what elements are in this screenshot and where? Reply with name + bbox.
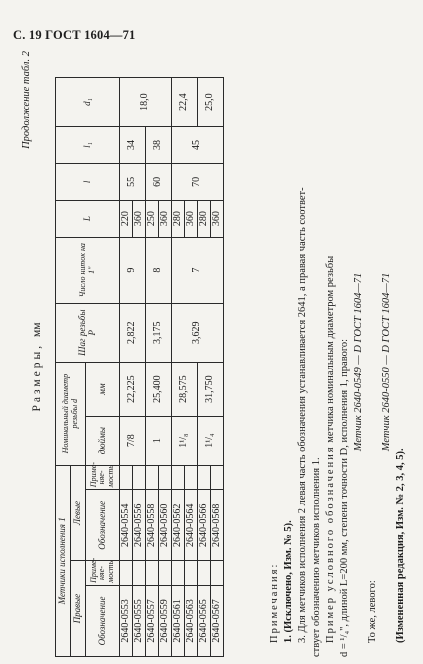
cell-designation-right: 2640-0557 [146, 585, 159, 656]
header-l1: l₁ [56, 127, 120, 164]
cell-pitch: 3,629 [172, 303, 224, 362]
header-inches: дюймы [86, 416, 120, 465]
dimensions-table [55, 77, 224, 657]
header-designation-right: Обозначение [86, 585, 120, 656]
rotated-content [15, 37, 415, 657]
cell-designation-left: 2640-0556 [133, 490, 146, 561]
example-label: Пример условного обозначения [325, 445, 336, 643]
example-designation-left: Метчик 2640-0550 — D ГОСТ 1604—71 [381, 272, 392, 452]
cell-designation-left: 2640-0558 [146, 490, 159, 561]
table-continuation-label: Продолжение табл. 2 [21, 51, 32, 149]
cell-d1: 25,0 [198, 78, 224, 127]
header-right: Правые [71, 561, 86, 657]
header-threads-per-inch: Число ниток на 1" [56, 237, 120, 303]
edit-note: (Измененная редакция, Изм. № 2, 3, 4, 5). [395, 448, 406, 643]
example-line [324, 67, 338, 657]
cell-diam-inches: 1¹/₄ [198, 416, 224, 465]
cell-pitch: 3,175 [146, 303, 172, 362]
header-mm: мм [86, 362, 120, 416]
cell-designation-right: 2640-0567 [211, 585, 224, 656]
cell-threads: 9 [120, 237, 146, 303]
cell-L: 280 [198, 200, 211, 237]
cell-designation-left: 2640-0566 [198, 490, 211, 561]
cell-diam-inches: 1¹/₈ [172, 416, 198, 465]
note-3: 3. Для метчиков исполнения 2 левая часть обозначения устанавливается 2641, а правая часть соответ- [297, 187, 308, 643]
notes-section [268, 67, 408, 657]
cell-threads: 8 [146, 237, 172, 303]
example-params: d = ¹/₄", длиной L=200 мм, степени точности D, исполнения 1, правого: [339, 338, 350, 657]
header-pitch: Шаг резьбы P [56, 303, 120, 362]
page-header: С. 19 ГОСТ 1604—71 [13, 28, 136, 42]
example-designation-right: Метчик 2640-0549 — D ГОСТ 1604—71 [353, 272, 364, 452]
header-nominal-diameter: Номинальный диаметр резьбы d [56, 362, 86, 465]
header-applicability-right: Приме-няе-мость [86, 561, 120, 586]
cell-diam-inches: 1 [146, 416, 172, 465]
cell-L: 360 [159, 200, 172, 237]
cell-designation-right: 2640-0553 [120, 585, 133, 656]
header-left: Левые [71, 465, 86, 561]
cell-L: 360 [133, 200, 146, 237]
cell-designation-left: 2640-0564 [185, 490, 198, 561]
cell-designation-right: 2640-0565 [198, 585, 211, 656]
note-3-cont: ствует обозначению метчиков исполнения 1. [311, 457, 322, 657]
cell-diam-mm: 28,575 [172, 362, 198, 416]
header-applicability-left: Приме-няе-мость [86, 465, 120, 490]
cell-L: 360 [211, 200, 224, 237]
cell-diam-inches: 7/8 [120, 416, 146, 465]
cell-l1: 34 [120, 127, 146, 164]
table-row [120, 78, 133, 657]
cell-diam-mm: 22,225 [120, 362, 146, 416]
cell-threads: 7 [172, 237, 224, 303]
cell-designation-right: 2640-0555 [133, 585, 146, 656]
cell-l: 55 [120, 163, 146, 200]
header-taps-type1: Метчики исполнения 1 [56, 465, 71, 656]
cell-L: 250 [146, 200, 159, 237]
cell-L: 220 [120, 200, 133, 237]
note-1: 1. (Исключено, Изм. № 5). [283, 520, 294, 643]
cell-designation-right: 2640-0561 [172, 585, 185, 656]
cell-l: 60 [146, 163, 172, 200]
notes-title: Примечания: [269, 562, 280, 643]
cell-L: 280 [172, 200, 185, 237]
cell-d1: 18,0 [120, 78, 172, 127]
table-row [172, 78, 185, 657]
table-title-text: Размеры, [31, 342, 43, 412]
cell-diam-mm: 31,750 [198, 362, 224, 416]
cell-designation-left: 2640-0560 [159, 490, 172, 561]
table-row [146, 78, 159, 657]
cell-l1: 45 [172, 127, 224, 164]
header-L: L [56, 200, 120, 237]
cell-l: 70 [172, 163, 224, 200]
cell-d1: 22,4 [172, 78, 198, 127]
cell-designation-left: 2640-0568 [211, 490, 224, 561]
cell-diam-mm: 25,400 [146, 362, 172, 416]
cell-designation-right: 2640-0559 [159, 585, 172, 656]
example-left-label: То же, левого: [367, 580, 378, 643]
cell-designation-left: 2640-0562 [172, 490, 185, 561]
cell-designation-left: 2640-0554 [120, 490, 133, 561]
header-l: l [56, 163, 120, 200]
table-title-unit: мм [31, 322, 43, 338]
header-d1: d₁ [56, 78, 120, 127]
table-title [31, 77, 43, 657]
example-text: метчика номинальным диаметром резьбы [325, 255, 336, 446]
cell-L: 360 [185, 200, 198, 237]
cell-designation-right: 2640-0563 [185, 585, 198, 656]
cell-l1: 38 [146, 127, 172, 164]
header-designation-left: Обозначение [86, 490, 120, 561]
cell-pitch: 2,822 [120, 303, 146, 362]
